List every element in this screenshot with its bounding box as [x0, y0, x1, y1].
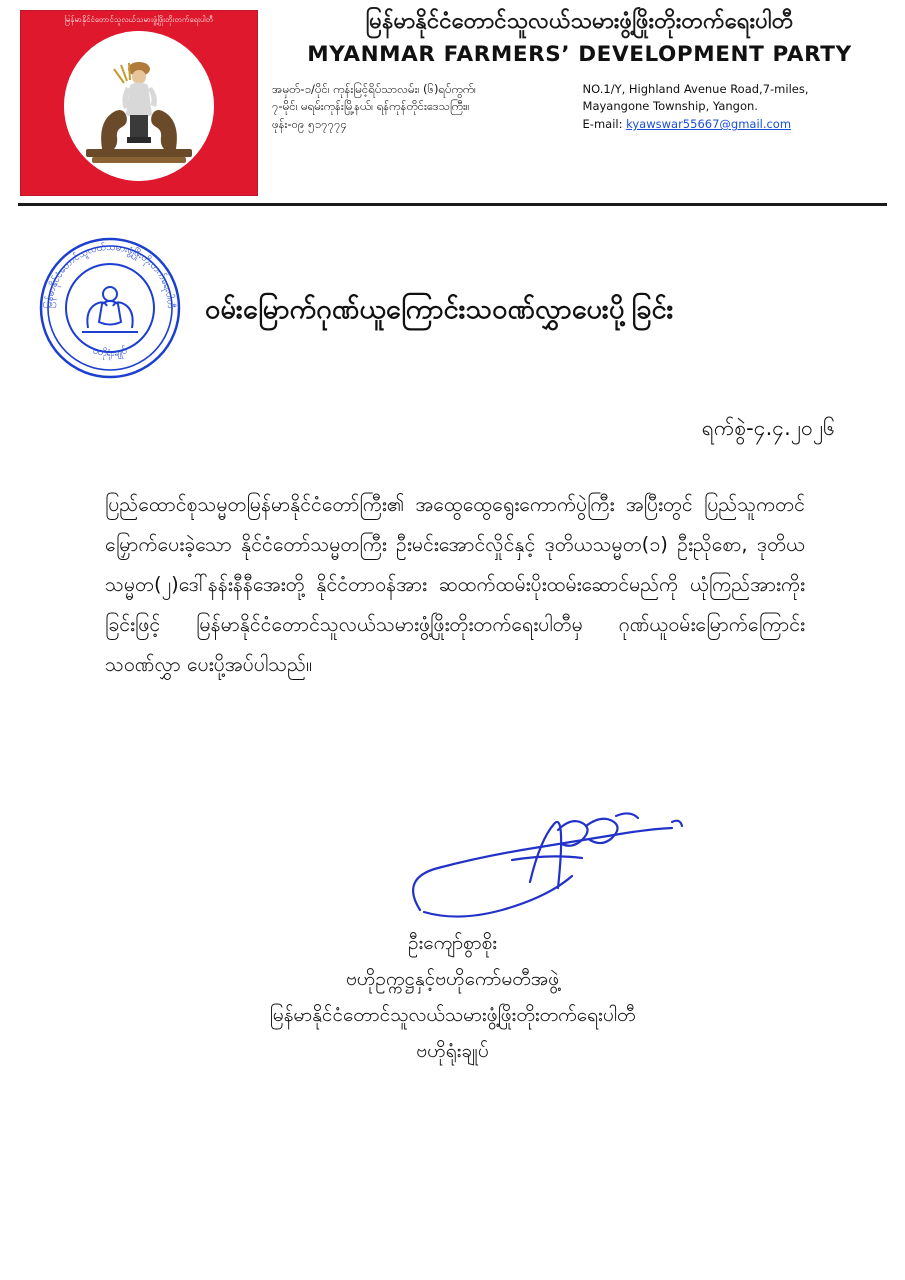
document-title: ဝမ်းမြောက်ဂုဏ်ယူကြောင်းသဝဏ်လွှာပေးပို့ခြင်း: [205, 294, 674, 325]
email-label: E-mail:: [582, 117, 623, 132]
logo-caption: မြန်မာနိုင်ငံတောင်သူလယ်သမားဖွံ့ဖြိုးတိုးတက်ရေးပါတီ: [64, 15, 214, 24]
signer-party: မြန်မာနိုင်ငံတောင်သူလယ်သမားဖွံ့ဖြိုးတိုးတက်ရေးပါတီ: [269, 1004, 636, 1027]
address-my-line1: အမှတ်-၁/ပိုင်၊ ကုန်းမြင့်ရိပ်သာလမ်း၊ (၆)ရပ်ကွက်၊: [272, 81, 476, 96]
address-en-line1: NO.1/Y, Highland Avenue Road,7-miles,: [582, 81, 809, 96]
header-divider: [18, 203, 887, 206]
address-en-line2: Mayangone Township, Yangon.: [582, 99, 758, 114]
svg-text:မြန်မာနိုင်ငံတောင်သူလယ်သမားဖွံ: မြန်မာနိုင်ငံတောင်သူလယ်သမားဖွံ့ဖြိုးတိုးတက်ရေးပါတီ: [43, 241, 177, 309]
address-my-line3: ဖုန်း-၀၉ ၅၁၇၇၇၄: [272, 117, 347, 132]
email-row: [583, 116, 887, 134]
letterhead: [0, 0, 905, 205]
document-body: [105, 485, 805, 685]
signature-block: [0, 925, 905, 1069]
date-value: ၄.၄.၂၀၂၆: [753, 416, 835, 440]
signer-office: ဗဟိုရုံးချုပ်: [416, 1040, 489, 1063]
party-emblem-icon: [64, 31, 214, 181]
date-label: ရက်စွဲ-: [701, 416, 754, 440]
address-my-line2: ၇-မိုင်၊ မရမ်းကုန်းမြို့နယ်၊ ရန်ကုန်တိုင်းဒေသကြီး။: [272, 99, 470, 114]
address-block: [272, 81, 887, 134]
email-link[interactable]: kyawswar55667@gmail.com: [626, 117, 792, 132]
svg-text:ဗဟိုရုံးချုပ်: ဗဟိုရုံးချုပ်: [91, 345, 129, 360]
body-paragraph: ပြည်ထောင်စုသမ္မတမြန်မာနိုင်ငံတော်ကြီး၏ အထွေထွေရွေးကောက်ပွဲကြီး အပြီးတွင် ပြည်သူကတင်မြှောက်ပေးခဲ့သော နိုင်ငံတော်သမ္မတကြီး ဦးမင်းအောင်လှိုင်နှင့် ဒုတိယသမ္မတ(၁) ဦးညိုစော, ဒုတိယသမ္မတ(၂)ဒေါ်နန်းနီနီအေးတို့ နိုင်ငံတာဝန်အား ဆထက်ထမ်းပိုးထမ်းဆောင်မည်ကို ယုံကြည်အားကိုးခြင်းဖြင့် မြန်မာနိုင်ငံတောင်သူလယ်သမားဖွံ့ဖြိုးတိုးတက်ရေးပါတီမှ ဂုဏ်ယူဝမ်းမြောက်ကြောင်း သဝဏ်လွှာ ပေးပို့အပ်ပါသည်။: [105, 493, 805, 676]
letterhead-text: [272, 8, 887, 134]
party-name-my: မြန်မာနိုင်ငံတောင်သူလယ်သမားဖွံ့ဖြိုးတိုးတက်ရေးပါတီ: [365, 9, 794, 34]
official-seal-stamp: [30, 228, 190, 388]
signer-role: ဗဟိုဥက္ကဋ္ဌနှင့်ဗဟိုကော်မတီအဖွဲ့: [345, 968, 560, 991]
party-name-en: MYANMAR FARMERS’ DEVELOPMENT PARTY: [307, 41, 852, 67]
party-logo-box: [20, 10, 258, 196]
handwritten-signature: [380, 800, 740, 930]
signer-name: ဦးကျော်စွာစိုး: [407, 932, 498, 954]
document-date: [702, 415, 835, 446]
